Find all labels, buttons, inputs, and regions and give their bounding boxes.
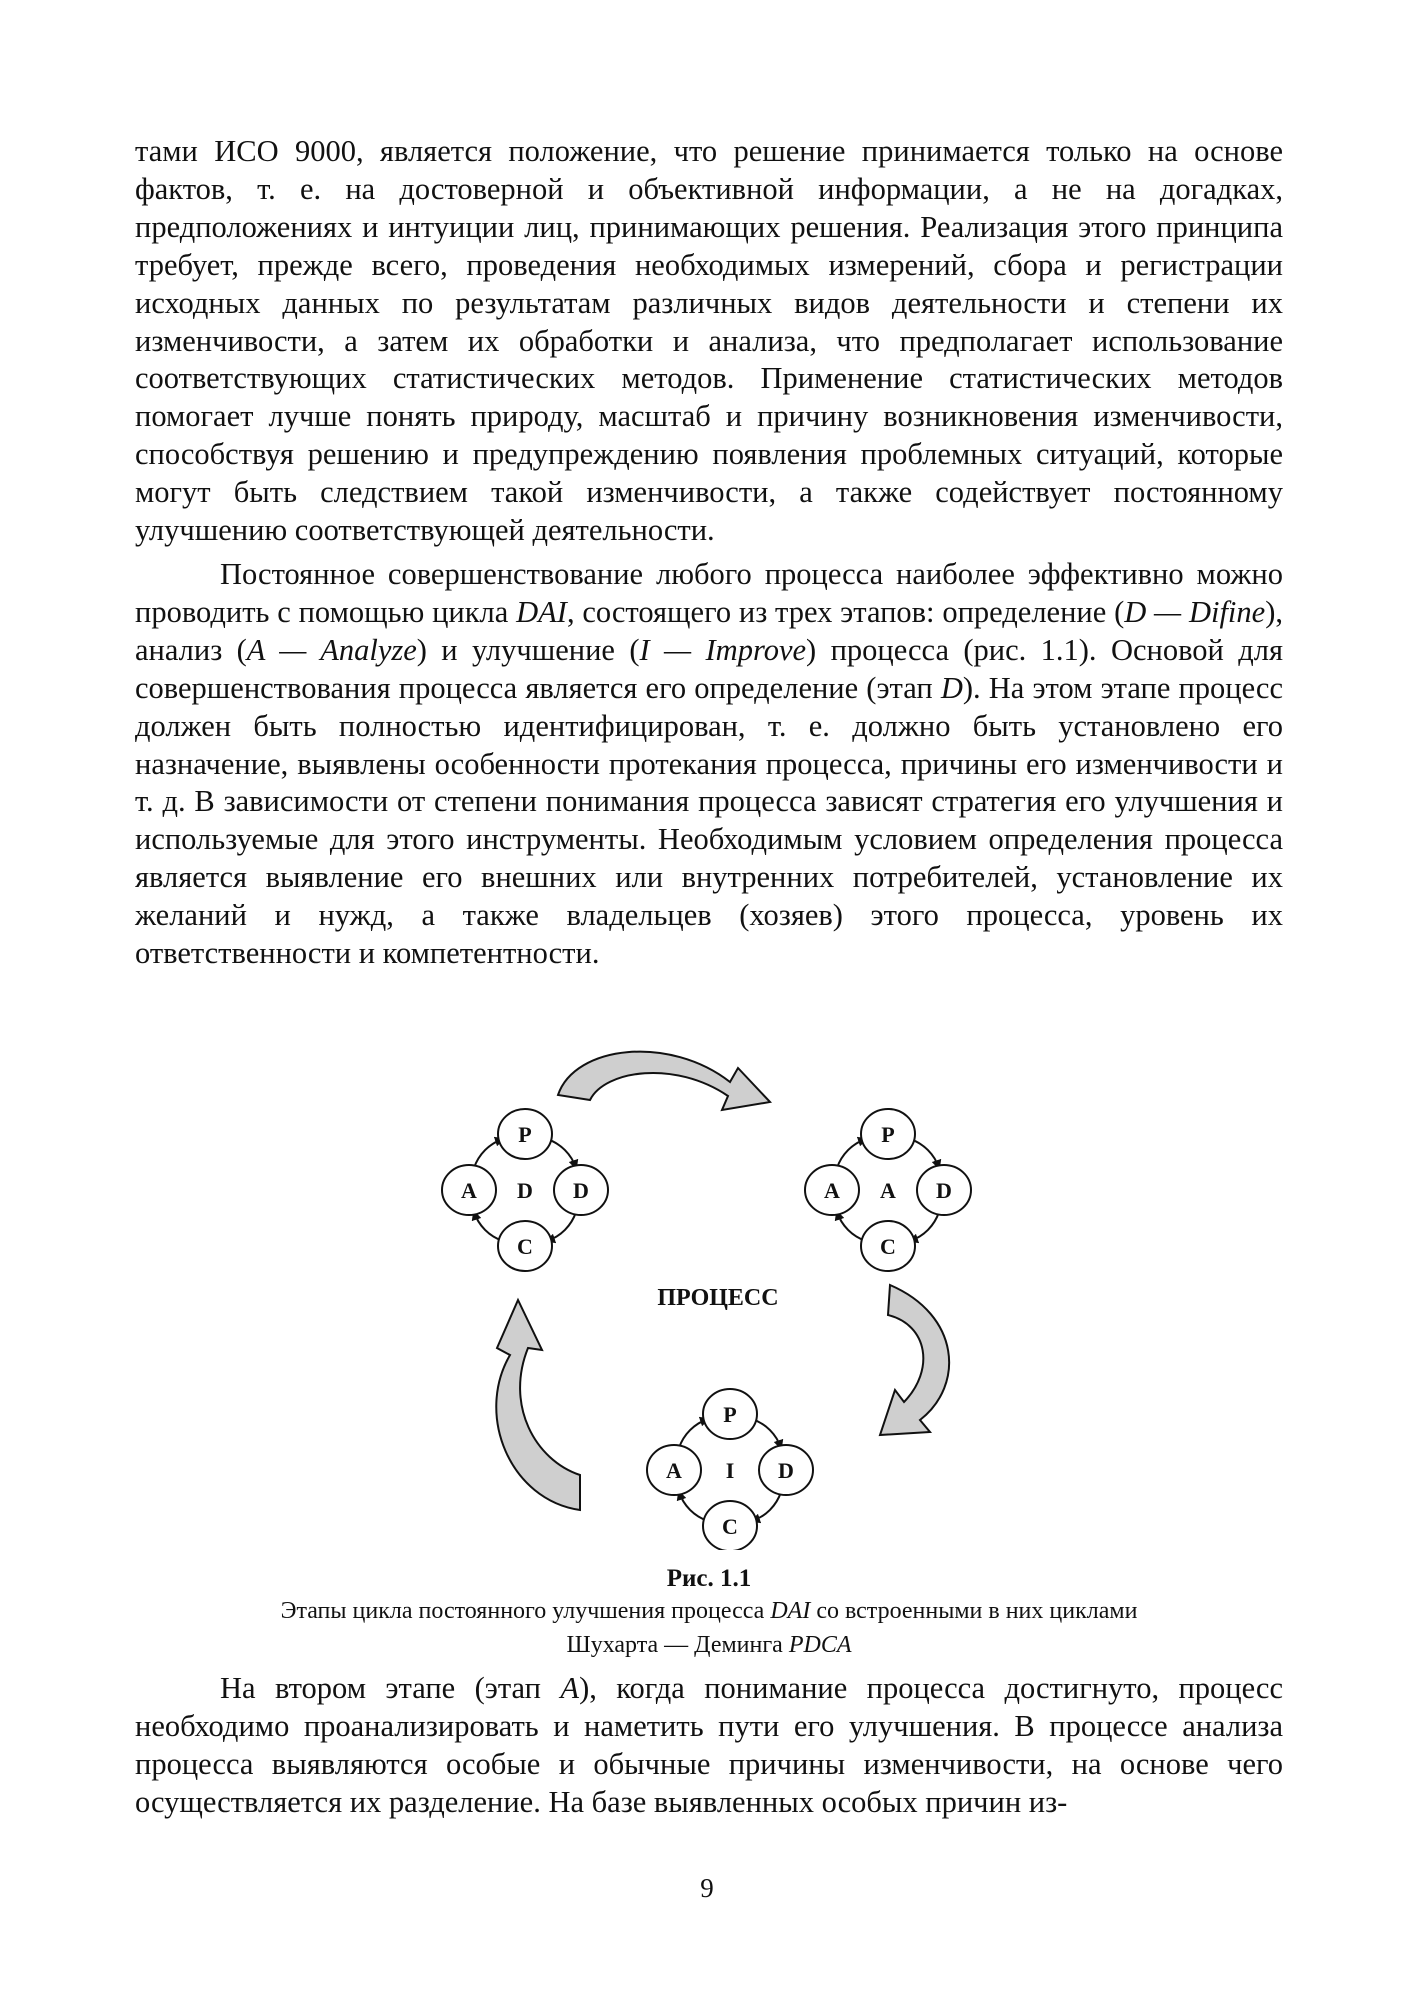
- right-curved-arrow: [880, 1285, 949, 1435]
- paragraph-1: [135, 133, 1283, 550]
- text-run: ) процесса (рис. 1.1). Основой для совершенствования процесса является его определение (этап: [135, 632, 1283, 705]
- left-curved-arrow: [496, 1300, 580, 1510]
- figure-caption-line-2: [135, 1632, 1283, 1659]
- paragraph-3-text: [135, 1670, 1283, 1822]
- text-run: , состоящего из трех этапов: определение (: [566, 594, 1125, 629]
- arc-c-to-a: [679, 1492, 708, 1521]
- node-p-label: P: [518, 1122, 532, 1147]
- figure-number: Рис. 1.1: [666, 1565, 752, 1592]
- cycle-center-label: I: [725, 1458, 735, 1483]
- text-run: ). На этом этапе процесс должен быть полностью идентифицирован, т. е. должно быть установлено его назначение, выявлены особенности протекания процесса, причины его изменчивости и т. д. В зависимости от степени понимания процесса зависят стратегия его улучшения и используемые для этого инструменты. Необходимым условием определения процесса является выявление его внешних или внутренних потребителей, установление их желаний и нужд, а также владельцев (хозяев) этого процесса, уровень их ответственности и компетентности.: [135, 670, 1283, 971]
- page-number: 9: [700, 1873, 714, 1903]
- node-c-label: C: [880, 1234, 896, 1259]
- process-label: ПРОЦЕСС: [657, 1285, 779, 1311]
- cycle-center-label: A: [880, 1178, 896, 1203]
- node-c-label: C: [722, 1514, 738, 1539]
- node-a-label: A: [461, 1178, 477, 1203]
- arc-p-to-d: [910, 1139, 939, 1168]
- arc-a-to-p: [837, 1139, 866, 1168]
- italic-term: A: [560, 1671, 580, 1705]
- dai-cycle-diagram: [400, 1030, 1020, 1550]
- italic-term: DAI: [516, 594, 567, 629]
- arc-p-to-d: [752, 1419, 781, 1448]
- figure-caption-line-1: [135, 1598, 1283, 1625]
- paragraph-1-text: тами ИСО 9000, является положение, что решение принимается только на основе фактов, т. е. на достоверной и объективной информации, а не на догадках, предположениях и интуиции лиц, принимающих решения. Реализация этого принципа требует, прежде всего, проведения необходимых измерений, сбора и регистрации исходных данных по результатам различных видов деятельности и степени их изменчивости, а затем их обработки и анализа, что предполагает использование соответствующих статистических методов. Применение статистических методов помогает лучше понять природу, масштаб и причину возникновения изменчивости, способствуя решению и предупреждению появления проблемных ситуаций, которые могут быть следствием такой изменчивости, а также содействует постоянному улучшению соответствующей деятельности.: [135, 134, 1283, 548]
- node-d-label: D: [778, 1458, 794, 1483]
- paragraph-2: [135, 556, 1283, 973]
- caption-text: Шухарта — Деминга: [566, 1632, 789, 1658]
- node-p-label: P: [723, 1402, 737, 1427]
- paragraph-2-text: [135, 556, 1283, 973]
- italic-term: D: [940, 670, 963, 705]
- cycle-center-label: D: [517, 1178, 533, 1203]
- italic-term: I — Improve: [639, 632, 807, 667]
- italic-term: A — Analyze: [246, 632, 417, 667]
- arc-a-to-p: [474, 1139, 503, 1168]
- italic-term: D — Difine: [1124, 594, 1266, 629]
- caption-text: Этапы цикла постоянного улучшения процесса: [280, 1598, 771, 1624]
- arc-p-to-d: [547, 1139, 576, 1168]
- node-d-label: D: [936, 1178, 952, 1203]
- arc-a-to-p: [679, 1419, 708, 1448]
- node-a-label: A: [824, 1178, 840, 1203]
- arc-d-to-c: [910, 1212, 939, 1241]
- cycle-a: [805, 1109, 971, 1271]
- text-run: ), когда понимание процесса достигнуто, процесс необходимо проанализировать и наметить пути его улучшения. В процессе анализа процесса выявляются особые и обычные причины изменчивости, на основе чего осуществляется их разделение. На базе выявленных особых причин из-: [135, 1671, 1284, 1819]
- arc-d-to-c: [752, 1492, 781, 1521]
- caption-italic: DAI: [770, 1598, 811, 1624]
- cycle-d: [442, 1109, 608, 1271]
- node-d-label: D: [573, 1178, 589, 1203]
- dai-cycle-figure: [400, 1030, 1020, 1550]
- arc-c-to-a: [837, 1212, 866, 1241]
- arc-d-to-c: [547, 1212, 576, 1241]
- text-run: ) и улучшение (: [416, 632, 640, 667]
- cycle-i: [647, 1389, 813, 1550]
- top-curved-arrow: [558, 1052, 770, 1110]
- text-run: На втором этапе (этап: [220, 1671, 561, 1705]
- node-p-label: P: [881, 1122, 895, 1147]
- caption-italic: PDCA: [788, 1632, 852, 1658]
- node-c-label: C: [517, 1234, 533, 1259]
- caption-text: со встроенными в них циклами: [810, 1598, 1138, 1624]
- arc-c-to-a: [474, 1212, 503, 1241]
- paragraph-3: [135, 1670, 1283, 1822]
- text-run: Постоянное совершенствование любого процесса наиболее эффективно можно проводить с помощью цикла: [135, 557, 1283, 629]
- text-run: ), анализ (: [135, 594, 1283, 667]
- node-a-label: A: [666, 1458, 682, 1483]
